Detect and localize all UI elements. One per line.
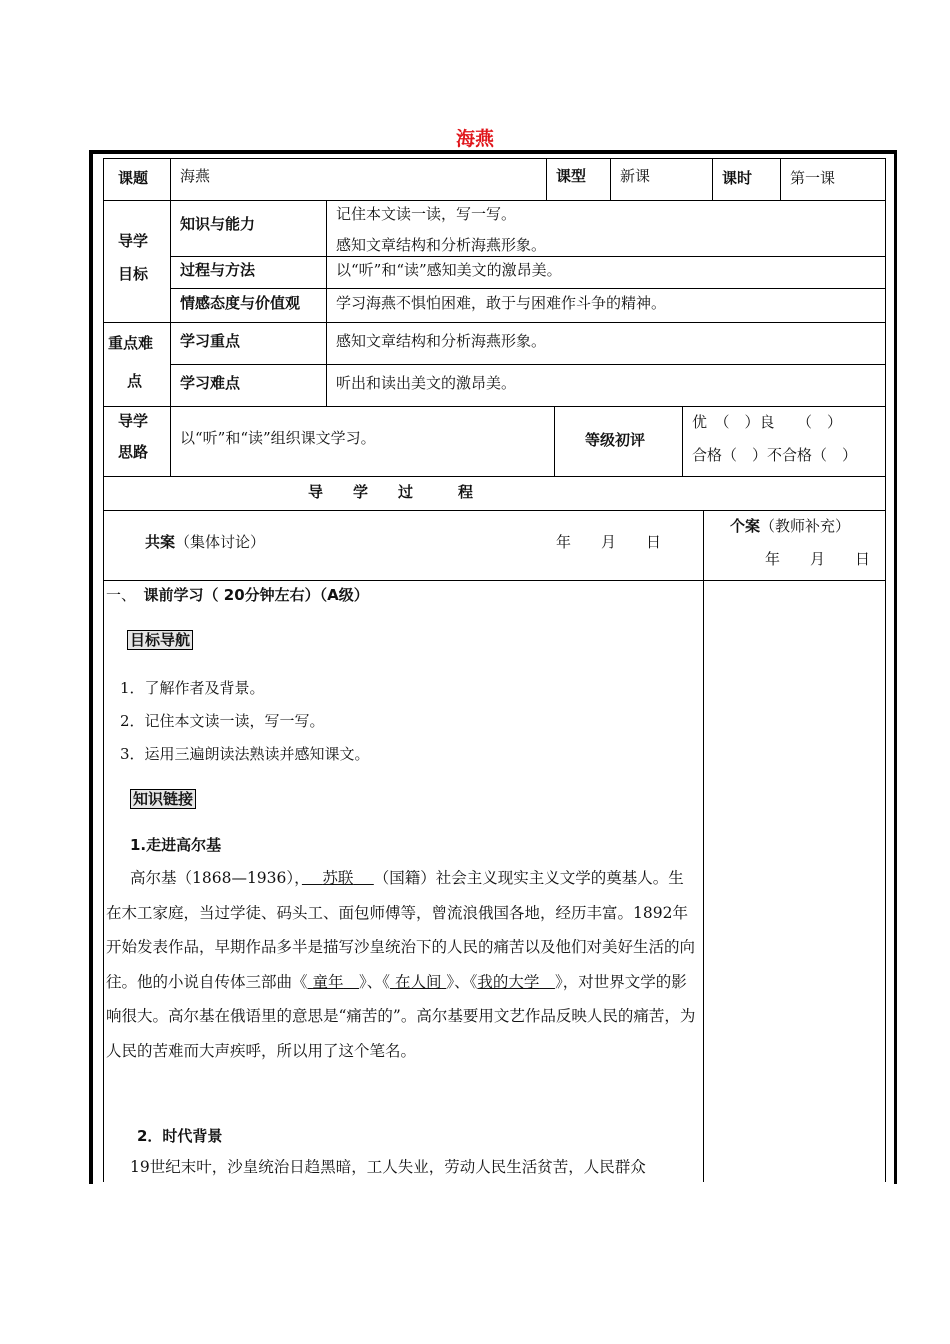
period-value: 第一课 — [790, 169, 836, 187]
knowledge-line2: 感知文章结构和分析海燕形象。 — [336, 236, 547, 254]
difficulty-text: 听出和读出美文的激昂美。 — [336, 374, 517, 392]
method-label: 过程与方法 — [180, 261, 256, 279]
personal-label: 个案 — [730, 517, 761, 535]
grade-line2: 合格（ ）不合格（ ） — [692, 446, 858, 464]
grid-line — [780, 158, 781, 200]
grid-line — [103, 322, 885, 323]
grid-line — [712, 158, 713, 200]
personal-date: 年 月 日 — [765, 550, 871, 568]
background-subheading: 2．时代背景 — [137, 1127, 223, 1145]
shared-heading — [145, 533, 265, 551]
list-item: 2．记住本文读一读，写一写。 — [120, 712, 325, 730]
section1-heading — [106, 586, 369, 604]
section1-title: 课前学习（ 20分钟左右）（A级） — [143, 586, 369, 604]
grid-line — [682, 406, 683, 476]
lesson-type-value: 新课 — [620, 167, 651, 185]
personal-heading — [730, 517, 850, 535]
knowledge-label: 知识与能力 — [180, 215, 256, 233]
blank-book-childhood: 童年 — [312, 972, 344, 991]
grid-line — [103, 476, 885, 477]
grid-line — [170, 256, 885, 257]
topic-label: 课题 — [118, 169, 149, 187]
grid-line — [546, 158, 547, 200]
grid-line — [170, 158, 171, 476]
grade-line1: 优 （ ）良 （ ） — [692, 413, 843, 431]
grid-line — [103, 510, 885, 511]
lesson-type-label: 课型 — [556, 167, 587, 185]
list-item: 1．了解作者及背景。 — [120, 679, 265, 697]
idea-label-line2: 思路 — [118, 443, 149, 461]
grade-label: 等级初评 — [585, 431, 646, 449]
shared-date: 年 月 日 — [556, 533, 662, 551]
grid-line — [170, 364, 885, 365]
personal-note: （教师补充） — [760, 517, 851, 535]
emotion-label: 情感态度与价值观 — [180, 294, 301, 312]
knowledge-line1: 记住本文读一读，写一写。 — [336, 205, 517, 223]
key-point-label: 学习重点 — [180, 332, 241, 350]
section1-prefix: 一、 — [106, 586, 129, 604]
gorky-paragraph: 高尔基（1868—1936）， 苏联 （国籍）社会主义现实主义文学的奠基人。生在木工家庭，当过学徒、码头工、面包师傅等，曾流浪俄国各地，经历丰富。1892年开始发表作品，早期作品多半是描写沙皇统治下的人民的痛苦以及他们对美好生活的向往。他的小说自传体三部曲《 童年 》、《 在人间 》、《我的大学 》，对世界文学的影响很大。高尔基在俄语里的意思是“痛苦的”。高尔基要用文艺作品反映人民的痛苦，为人民的苦难而大声疾呼，所以用了这个笔名。 — [106, 869, 696, 1060]
grid-line — [610, 158, 611, 200]
grid-line — [103, 158, 104, 1182]
period-label: 课时 — [722, 169, 753, 187]
grid-line — [326, 200, 327, 406]
goals-label-line2: 目标 — [118, 265, 149, 283]
target-nav-heading: 目标导航 — [127, 631, 193, 649]
grid-line — [554, 406, 555, 476]
gorky-subheading: 1.走进高尔基 — [130, 836, 222, 854]
idea-label-line1: 导学 — [118, 412, 149, 430]
process-heading: 导 学 过 程 — [308, 483, 474, 501]
blank-book-in-the-world: 在人间 — [394, 972, 442, 991]
shared-note: （集体讨论） — [175, 533, 266, 551]
list-item: 3．运用三遍朗读法熟读并感知课文。 — [120, 745, 370, 763]
emotion-text: 学习海燕不惧怕困难，敢于与困难作斗争的精神。 — [336, 294, 667, 312]
difficulty-label: 学习难点 — [180, 374, 241, 392]
knowledge-link-heading: 知识链接 — [130, 790, 196, 808]
focus-label-line2: 点 — [127, 372, 143, 390]
grid-line — [703, 510, 704, 1182]
key-point-text: 感知文章结构和分析海燕形象。 — [336, 332, 547, 350]
grid-line — [103, 200, 885, 201]
page-title: 海燕 — [455, 128, 494, 150]
grid-line — [103, 406, 885, 407]
grid-line — [103, 580, 885, 581]
grid-line — [885, 158, 886, 1182]
topic-value: 海燕 — [180, 167, 211, 185]
blank-book-my-universities: 我的大学 — [477, 972, 540, 991]
idea-text: 以“听”和“读”组织课文学习。 — [180, 429, 376, 447]
background-paragraph: 19世纪末叶，沙皇统治日趋黑暗，工人失业，劳动人民生活贫苦，人民群众 — [130, 1158, 646, 1176]
blank-country: 苏联 — [322, 869, 354, 887]
goals-label-line1: 导学 — [118, 232, 149, 250]
method-text: 以“听”和“读”感知美文的激昂美。 — [336, 261, 562, 279]
shared-label: 共案 — [145, 533, 176, 551]
grid-line — [103, 158, 885, 159]
grid-line — [170, 288, 885, 289]
focus-label-line1: 重点难 — [108, 334, 154, 352]
